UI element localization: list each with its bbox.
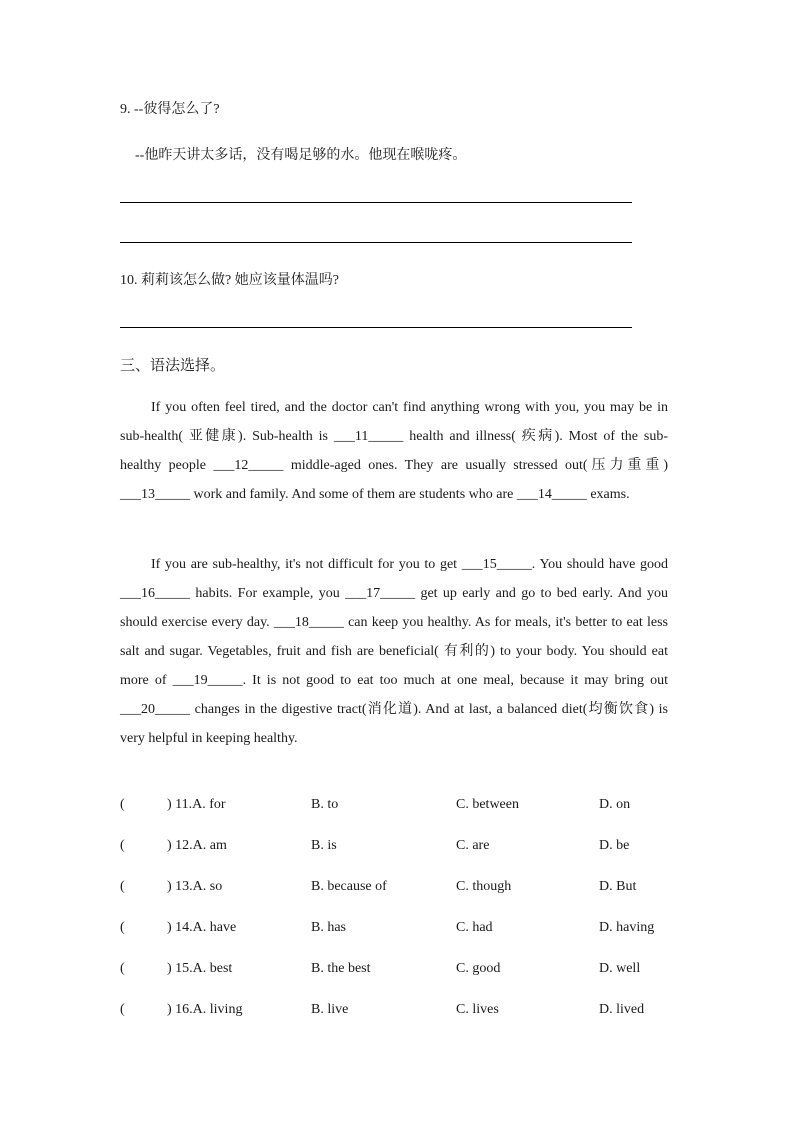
option-a: ) 11.A. for: [167, 797, 226, 812]
option-row-14: [120, 920, 680, 940]
option-a: ) 13.A. so: [167, 879, 223, 894]
option-b: B. because of: [311, 879, 387, 894]
option-row-15: [120, 961, 680, 981]
option-a: ) 14.A. have: [167, 920, 237, 935]
option-row-13: [120, 879, 680, 899]
option-b: B. the best: [311, 961, 371, 976]
answer-line[interactable]: [120, 242, 632, 243]
option-b: B. to: [311, 797, 339, 812]
answer-line[interactable]: [120, 202, 632, 203]
passage-paragraph-2: If you are sub-healthy, it's not difficult for you to get ___15_____. You should have good ___16_____ habits. For example, you ___17_____ get up early and go to bed early. And you should exercise every day. ___18_____ can keep you healthy. As for meals, it's better to eat less salt and sugar. Vegetables, fruit and fish are beneficial( 有利的) to your body. You should eat more of ___19_____. It is not good to eat too much at one meal, because it may bring out ___20_____ changes in the digestive tract(消化道). And at last, a balanced diet(均衡饮食) is very helpful in keeping healthy.: [120, 557, 668, 746]
answer-blank[interactable]: (: [120, 879, 125, 894]
answer-blank[interactable]: (: [120, 797, 125, 812]
option-d: D. be: [599, 838, 630, 853]
answer-blank[interactable]: (: [120, 1002, 125, 1017]
section-title: 三、语法选择。: [120, 358, 226, 374]
option-b: B. live: [311, 1002, 349, 1017]
option-a: ) 12.A. am: [167, 838, 227, 853]
option-row-12: [120, 838, 680, 858]
option-c: C. had: [456, 920, 493, 935]
option-b: B. has: [311, 920, 346, 935]
option-row-11: [120, 797, 680, 817]
option-c: C. good: [456, 961, 501, 976]
option-c: C. are: [456, 838, 490, 853]
option-row-16: [120, 1002, 680, 1022]
option-d: D. on: [599, 797, 631, 812]
question-10-prompt: 10. 莉莉该怎么做? 她应该量体温吗?: [120, 273, 339, 288]
option-b: B. is: [311, 838, 337, 853]
answer-line[interactable]: [120, 327, 632, 328]
answer-blank[interactable]: (: [120, 920, 125, 935]
option-a: ) 16.A. living: [167, 1002, 243, 1017]
option-d: D. But: [599, 879, 637, 894]
option-d: D. lived: [599, 1002, 645, 1017]
option-d: D. having: [599, 920, 655, 935]
option-a: ) 15.A. best: [167, 961, 233, 976]
option-c: C. lives: [456, 1002, 499, 1017]
question-9-answer-text: --他昨天讲太多话，没有喝足够的水。他现在喉咙疼。: [135, 148, 467, 163]
answer-blank[interactable]: (: [120, 961, 125, 976]
question-9-prompt: 9. --彼得怎么了?: [120, 102, 220, 117]
passage-paragraph-1: If you often feel tired, and the doctor can't find anything wrong with you, you may be in sub-health( 亚健康). Sub-health is ___11_____ health and illness( 疾病). Most of the sub-healthy people ___12_____ middle-aged ones. They are usually stressed out(压力重重) ___13_____ work and family. And some of them are students who are ___14_____ exams.: [120, 400, 668, 502]
option-d: D. well: [599, 961, 641, 976]
option-c: C. between: [456, 797, 519, 812]
option-c: C. though: [456, 879, 512, 894]
answer-blank[interactable]: (: [120, 838, 125, 853]
